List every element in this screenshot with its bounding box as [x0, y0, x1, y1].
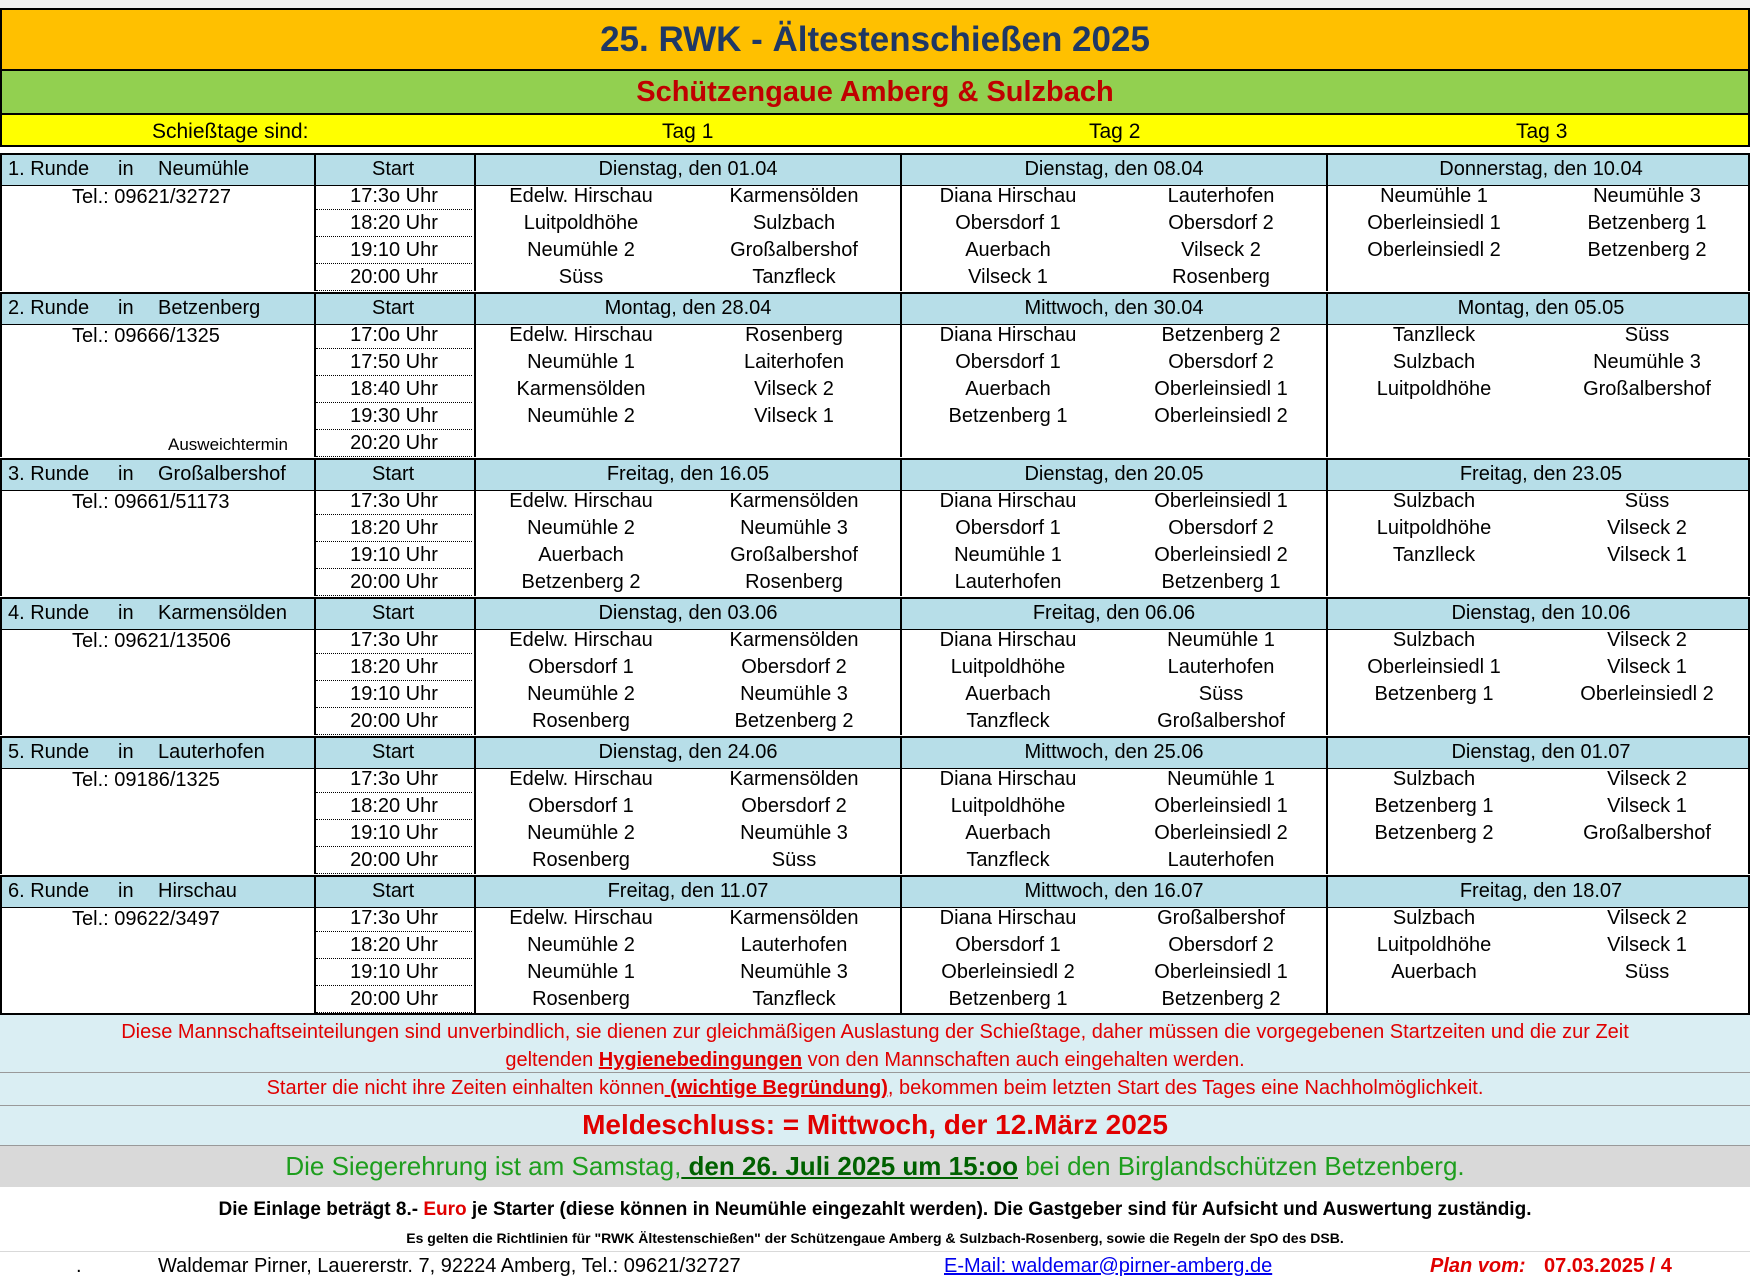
start-time: 19:10 Uhr	[316, 544, 472, 569]
team-cell: Oberleinsiedl 2	[941, 961, 1075, 983]
team-cell: Großalbershof	[730, 544, 858, 566]
team-cell: Neumühle 1	[954, 544, 1062, 566]
team-cell: Sulzbach	[1392, 768, 1476, 790]
column-separator	[900, 736, 902, 874]
round-date: Freitag, den 16.05	[606, 463, 770, 485]
team-cell: Rosenberg	[1172, 266, 1270, 288]
team-cell: Süss	[1198, 683, 1244, 705]
team-cell: Edelw. Hirschau	[509, 324, 653, 346]
team-cell: Neumühle 3	[1593, 185, 1701, 207]
round-venue: Neumühle	[158, 158, 250, 180]
column-separator	[900, 292, 902, 457]
column-separator	[0, 458, 2, 596]
round-date: Donnerstag, den 10.04	[1439, 158, 1643, 180]
team-cell: Lauterhofen	[1167, 656, 1275, 678]
round-date: Montag, den 28.04	[604, 297, 772, 319]
team-cell: Auerbach	[965, 378, 1051, 400]
column-separator	[900, 875, 902, 1013]
column-separator	[474, 736, 476, 874]
day3-label: Tag 3	[1516, 120, 1568, 143]
team-cell: Betzenberg 2	[521, 571, 641, 593]
start-time: 18:20 Uhr	[316, 212, 472, 237]
round-number: 5. Runde	[8, 741, 90, 763]
team-cell: Obersdorf 2	[1168, 351, 1274, 373]
team-cell: Diana Hirschau	[939, 907, 1077, 929]
start-time: 20:20 Uhr	[316, 432, 472, 457]
start-time: 18:40 Uhr	[316, 378, 472, 403]
team-cell: Neumühle 2	[527, 405, 635, 427]
team-cell: Oberleinsiedl 1	[1154, 961, 1288, 983]
round-in: in	[118, 880, 134, 902]
starter-emph: (wichtige Begründung)	[664, 1077, 888, 1099]
team-cell: Süss	[1624, 490, 1670, 512]
column-separator	[474, 458, 476, 596]
award-ceremony	[0, 1145, 1750, 1187]
day2-label: Tag 2	[1089, 120, 1141, 143]
team-cell: Neumühle 1	[1167, 629, 1275, 651]
team-cell: Großalbershof	[1583, 822, 1711, 844]
team-cell: Luitpoldhöhe	[1376, 378, 1492, 400]
team-cell: Vilseck 2	[754, 378, 834, 400]
team-cell: Karmensölden	[729, 629, 859, 651]
round-in: in	[118, 463, 134, 485]
column-separator	[0, 597, 2, 735]
column-separator	[1326, 458, 1328, 596]
fee-euro: Euro	[423, 1199, 467, 1220]
team-cell: Süss	[1624, 324, 1670, 346]
team-cell: Süss	[558, 266, 604, 288]
venue-phone: Tel.: 09622/3497	[72, 908, 220, 930]
team-cell: Tanzfleck	[752, 266, 836, 288]
team-cell: Auerbach	[1391, 961, 1477, 983]
round-number: 2. Runde	[8, 297, 90, 319]
fee-info	[0, 1187, 1750, 1229]
venue-phone: Tel.: 09621/13506	[72, 630, 232, 652]
column-separator	[1326, 153, 1328, 291]
team-cell: Rosenberg	[745, 571, 843, 593]
round-date: Dienstag, den 08.04	[1024, 158, 1204, 180]
round-date: Freitag, den 18.07	[1459, 880, 1623, 902]
team-cell: Sulzbach	[752, 212, 836, 234]
column-separator	[474, 597, 476, 735]
team-cell: Obersdorf 2	[1168, 934, 1274, 956]
column-separator	[1326, 292, 1328, 457]
team-cell: Vilseck 2	[1607, 768, 1687, 790]
team-cell: Neumühle 3	[1593, 351, 1701, 373]
team-cell: Auerbach	[538, 544, 624, 566]
start-time: 20:00 Uhr	[316, 710, 472, 735]
team-cell: Neumühle 1	[1380, 185, 1488, 207]
round-block	[0, 875, 1750, 1013]
team-cell: Diana Hirschau	[939, 324, 1077, 346]
column-separator	[474, 153, 476, 291]
round-venue: Hirschau	[158, 880, 237, 902]
column-separator	[474, 875, 476, 1013]
team-cell: Luitpoldhöhe	[523, 212, 639, 234]
round-venue: Betzenberg	[158, 297, 261, 319]
team-cell: Karmensölden	[729, 768, 859, 790]
team-cell: Rosenberg	[532, 849, 630, 871]
team-cell: Großalbershof	[1157, 907, 1285, 929]
start-time: 18:20 Uhr	[316, 795, 472, 820]
round-in: in	[118, 741, 134, 763]
team-cell: Betzenberg 2	[734, 710, 854, 732]
team-cell: Neumühle 2	[527, 683, 635, 705]
column-separator	[900, 597, 902, 735]
column-separator	[0, 292, 2, 457]
start-time: 17:3o Uhr	[316, 768, 472, 793]
round-block	[0, 292, 1750, 457]
team-cell: Oberleinsiedl 1	[1154, 795, 1288, 817]
team-cell: Edelw. Hirschau	[509, 768, 653, 790]
team-cell: Vilseck 1	[968, 266, 1048, 288]
start-time: 17:0o Uhr	[316, 324, 472, 349]
round-in: in	[118, 158, 134, 180]
team-cell: Obersdorf 2	[741, 795, 847, 817]
team-cell: Oberleinsiedl 2	[1367, 239, 1501, 261]
team-cell: Luitpoldhöhe	[950, 656, 1066, 678]
footer-email-link[interactable]: E-Mail: waldemar@pirner-amberg.de	[944, 1255, 1273, 1277]
venue-phone: Tel.: 09666/1325	[72, 325, 220, 347]
team-cell: Neumühle 3	[740, 961, 848, 983]
start-time: 17:3o Uhr	[316, 490, 472, 515]
start-time: 17:3o Uhr	[316, 629, 472, 654]
venue-phone: Tel.: 09621/32727	[72, 186, 232, 208]
team-cell: Diana Hirschau	[939, 629, 1077, 651]
team-cell: Oberleinsiedl 2	[1580, 683, 1714, 705]
team-cell: Vilseck 2	[1607, 629, 1687, 651]
team-cell: Luitpoldhöhe	[1376, 934, 1492, 956]
column-separator	[0, 736, 2, 874]
round-date: Freitag, den 06.06	[1032, 602, 1196, 624]
team-cell: Luitpoldhöhe	[950, 795, 1066, 817]
round-header	[0, 736, 1750, 769]
team-cell: Sulzbach	[1392, 629, 1476, 651]
start-time: 18:20 Uhr	[316, 934, 472, 959]
team-cell: Neumühle 3	[740, 822, 848, 844]
footer-dot: .	[76, 1255, 82, 1277]
team-cell: Obersdorf 1	[955, 351, 1061, 373]
round-date: Dienstag, den 20.05	[1024, 463, 1204, 485]
team-cell: Betzenberg 1	[948, 988, 1068, 1010]
team-cell: Betzenberg 1	[1587, 212, 1707, 234]
team-cell: Vilseck 1	[1607, 544, 1687, 566]
round-header	[0, 875, 1750, 908]
round-date: Dienstag, den 01.07	[1451, 741, 1631, 763]
team-cell: Tanzfleck	[966, 849, 1050, 871]
start-time: 19:10 Uhr	[316, 683, 472, 708]
team-cell: Neumühle 2	[527, 239, 635, 261]
team-cell: Lauterhofen	[1167, 185, 1275, 207]
footer-plan-label: Plan vom:	[1430, 1255, 1526, 1277]
round-date: Dienstag, den 01.04	[598, 158, 778, 180]
team-cell: Karmensölden	[729, 490, 859, 512]
team-cell: Neumühle 3	[740, 517, 848, 539]
start-time: 18:20 Uhr	[316, 517, 472, 542]
team-cell: Sulzbach	[1392, 907, 1476, 929]
team-cell: Vilseck 2	[1607, 517, 1687, 539]
column-separator	[0, 875, 2, 1013]
round-header	[0, 292, 1750, 325]
notice-line2-post: von den Mannschaften auch eingehalten werden.	[802, 1049, 1245, 1071]
round-number: 3. Runde	[8, 463, 90, 485]
team-cell: Obersdorf 1	[528, 795, 634, 817]
notice-line1: Diese Mannschaftseinteilungen sind unverbindlich, sie dienen zur gleichmäßigen Auslastung der Schießtage, daher müssen die vorgegebenen Startzeiten und die zur Zeit	[121, 1021, 1629, 1043]
team-cell: Oberleinsiedl 1	[1367, 656, 1501, 678]
notice-text	[0, 1013, 1750, 1072]
round-date: Dienstag, den 24.06	[598, 741, 778, 763]
alternate-date-note: Ausweichtermin	[168, 435, 288, 454]
round-venue: Karmensölden	[158, 602, 287, 624]
team-cell: Lauterhofen	[954, 571, 1062, 593]
round-in: in	[118, 602, 134, 624]
team-cell: Süss	[771, 849, 817, 871]
round-header	[0, 597, 1750, 630]
team-cell: Vilseck 1	[1607, 795, 1687, 817]
column-separator	[1326, 597, 1328, 735]
team-cell: Diana Hirschau	[939, 185, 1077, 207]
team-cell: Süss	[1624, 961, 1670, 983]
start-time: 18:20 Uhr	[316, 656, 472, 681]
team-cell: Betzenberg 2	[1161, 324, 1281, 346]
start-time: 20:00 Uhr	[316, 266, 472, 291]
venue-phone: Tel.: 09186/1325	[72, 769, 220, 791]
team-cell: Vilseck 1	[1607, 934, 1687, 956]
round-date: Dienstag, den 10.06	[1451, 602, 1631, 624]
round-start-label: Start	[372, 880, 415, 902]
team-cell: Oberleinsiedl 1	[1154, 378, 1288, 400]
team-cell: Oberleinsiedl 1	[1154, 490, 1288, 512]
team-cell: Neumühle 1	[1167, 768, 1275, 790]
team-cell: Neumühle 1	[527, 351, 635, 373]
start-time: 20:00 Uhr	[316, 988, 472, 1013]
round-date: Freitag, den 11.07	[607, 880, 769, 902]
column-separator	[474, 292, 476, 457]
start-time: 19:10 Uhr	[316, 822, 472, 847]
round-start-label: Start	[372, 158, 415, 180]
start-time: 20:00 Uhr	[316, 571, 472, 596]
starter-post: , bekommen beim letzten Start des Tages eine Nachholmöglichkeit.	[887, 1077, 1484, 1099]
round-start-label: Start	[372, 741, 415, 763]
round-date: Mittwoch, den 16.07	[1024, 880, 1204, 902]
round-date: Freitag, den 23.05	[1459, 463, 1623, 485]
page-subtitle: Schützengaue Amberg & Sulzbach	[0, 71, 1750, 113]
team-cell: Tanzfleck	[966, 710, 1050, 732]
team-cell: Karmensölden	[516, 378, 646, 400]
column-separator	[900, 153, 902, 291]
team-cell: Oberleinsiedl 2	[1154, 822, 1288, 844]
team-cell: Edelw. Hirschau	[509, 490, 653, 512]
venue-phone: Tel.: 09661/51173	[72, 491, 230, 513]
round-start-label: Start	[372, 463, 415, 485]
round-venue: Lauterhofen	[158, 741, 265, 763]
team-cell: Betzenberg 2	[1587, 239, 1707, 261]
column-separator	[0, 153, 2, 291]
team-cell: Sulzbach	[1392, 351, 1476, 373]
team-cell: Betzenberg 1	[1161, 571, 1281, 593]
team-cell: Neumühle 2	[527, 934, 635, 956]
team-cell: Karmensölden	[729, 907, 859, 929]
start-time: 17:3o Uhr	[316, 185, 472, 210]
team-cell: Neumühle 3	[740, 683, 848, 705]
team-cell: Großalbershof	[1157, 710, 1285, 732]
team-cell: Großalbershof	[1583, 378, 1711, 400]
round-number: 4. Runde	[8, 602, 90, 624]
team-cell: Vilseck 2	[1607, 907, 1687, 929]
team-cell: Sulzbach	[1392, 490, 1476, 512]
team-cell: Tanzlleck	[1392, 544, 1476, 566]
column-separator	[900, 458, 902, 596]
team-cell: Oberleinsiedl 2	[1154, 405, 1288, 427]
team-cell: Karmensölden	[729, 185, 859, 207]
page-title: 25. RWK - Ältestenschießen 2025	[0, 8, 1750, 71]
team-cell: Edelw. Hirschau	[509, 185, 653, 207]
team-cell: Betzenberg 1	[1374, 795, 1494, 817]
start-time: 19:30 Uhr	[316, 405, 472, 430]
round-date: Dienstag, den 03.06	[598, 602, 778, 624]
team-cell: Vilseck 1	[754, 405, 834, 427]
hygiene-link: Hygienebedingungen	[598, 1049, 803, 1071]
team-cell: Neumühle 1	[527, 961, 635, 983]
round-start-label: Start	[372, 602, 415, 624]
notice-line2-pre: geltenden	[505, 1049, 599, 1071]
team-cell: Betzenberg 1	[948, 405, 1068, 427]
team-cell: Betzenberg 1	[1374, 683, 1494, 705]
team-cell: Diana Hirschau	[939, 490, 1077, 512]
round-block	[0, 597, 1750, 735]
team-cell: Edelw. Hirschau	[509, 907, 653, 929]
start-time: 17:50 Uhr	[316, 351, 472, 376]
team-cell: Lauterhofen	[740, 934, 848, 956]
team-cell: Rosenberg	[532, 710, 630, 732]
footer-contact: Waldemar Pirner, Lauererstr. 7, 92224 Amberg, Tel.: 09621/32727	[158, 1255, 741, 1277]
round-venue: Großalbershof	[158, 463, 286, 485]
day1-label: Tag 1	[662, 120, 714, 143]
footer	[0, 1251, 1750, 1280]
team-cell: Tanzfleck	[752, 988, 836, 1010]
team-cell: Auerbach	[965, 239, 1051, 261]
ceremony-date: den 26. Juli 2025 um 15:oo	[681, 1151, 1018, 1181]
round-block	[0, 153, 1750, 291]
start-time: 20:00 Uhr	[316, 849, 472, 874]
shooting-days-label: Schießtage sind:	[152, 120, 309, 143]
ceremony-pre: Die Siegerehrung ist am Samstag,	[285, 1151, 682, 1181]
round-number: 1. Runde	[8, 158, 90, 180]
start-time: 19:10 Uhr	[316, 961, 472, 986]
start-time: 19:10 Uhr	[316, 239, 472, 264]
team-cell: Oberleinsiedl 2	[1154, 544, 1288, 566]
round-date: Mittwoch, den 30.04	[1024, 297, 1204, 319]
rules-info: Es gelten die Richtlinien für "RWK Ältestenschießen" der Schützengaue Amberg & Sulzbach-Rosenberg, sowie die Regeln der SpO des DSB.	[406, 1230, 1344, 1246]
team-cell: Auerbach	[965, 822, 1051, 844]
round-number: 6. Runde	[8, 880, 90, 902]
team-cell: Betzenberg 2	[1161, 988, 1281, 1010]
fee-post: je Starter (diese können in Neumühle eingezahlt werden). Die Gastgeber sind für Aufsicht und Auswertung zuständig.	[466, 1199, 1532, 1220]
team-cell: Großalbershof	[730, 239, 858, 261]
notice-line2	[0, 1046, 1750, 1074]
round-block	[0, 458, 1750, 596]
team-cell: Vilseck 2	[1181, 239, 1261, 261]
team-cell: Lauterhofen	[1167, 849, 1275, 871]
team-cell: Betzenberg 2	[1374, 822, 1494, 844]
shooting-days-header	[0, 113, 1750, 147]
round-date: Montag, den 05.05	[1457, 297, 1625, 319]
team-cell: Obersdorf 2	[1168, 212, 1274, 234]
team-cell: Oberleinsiedl 1	[1367, 212, 1501, 234]
start-time: 17:3o Uhr	[316, 907, 472, 932]
team-cell: Tanzlleck	[1392, 324, 1476, 346]
ceremony-post: bei den Birglandschützen Betzenberg.	[1018, 1151, 1465, 1181]
team-cell: Rosenberg	[745, 324, 843, 346]
team-cell: Obersdorf 2	[741, 656, 847, 678]
registration-deadline: Meldeschluss: = Mittwoch, der 12.März 2025	[0, 1105, 1750, 1145]
team-cell: Diana Hirschau	[939, 768, 1077, 790]
team-cell: Vilseck 1	[1607, 656, 1687, 678]
round-block	[0, 736, 1750, 874]
team-cell: Rosenberg	[532, 988, 630, 1010]
round-header	[0, 153, 1750, 186]
team-cell: Laiterhofen	[743, 351, 845, 373]
fee-pre: Die Einlage beträgt 8.-	[218, 1199, 424, 1220]
column-separator	[1326, 875, 1328, 1013]
round-in: in	[118, 297, 134, 319]
team-cell: Neumühle 2	[527, 517, 635, 539]
team-cell: Obersdorf 1	[955, 212, 1061, 234]
team-cell: Luitpoldhöhe	[1376, 517, 1492, 539]
team-cell: Obersdorf 1	[528, 656, 634, 678]
round-header	[0, 458, 1750, 491]
round-start-label: Start	[372, 297, 415, 319]
team-cell: Obersdorf 2	[1168, 517, 1274, 539]
round-date: Mittwoch, den 25.06	[1024, 741, 1204, 763]
team-cell: Edelw. Hirschau	[509, 629, 653, 651]
team-cell: Obersdorf 1	[955, 934, 1061, 956]
team-cell: Obersdorf 1	[955, 517, 1061, 539]
team-cell: Auerbach	[965, 683, 1051, 705]
footer-plan-date: 07.03.2025 / 4	[1544, 1255, 1672, 1277]
column-separator	[1326, 736, 1328, 874]
starter-notice	[0, 1072, 1750, 1105]
starter-pre: Starter die nicht ihre Zeiten einhalten können	[266, 1077, 665, 1099]
team-cell: Neumühle 2	[527, 822, 635, 844]
